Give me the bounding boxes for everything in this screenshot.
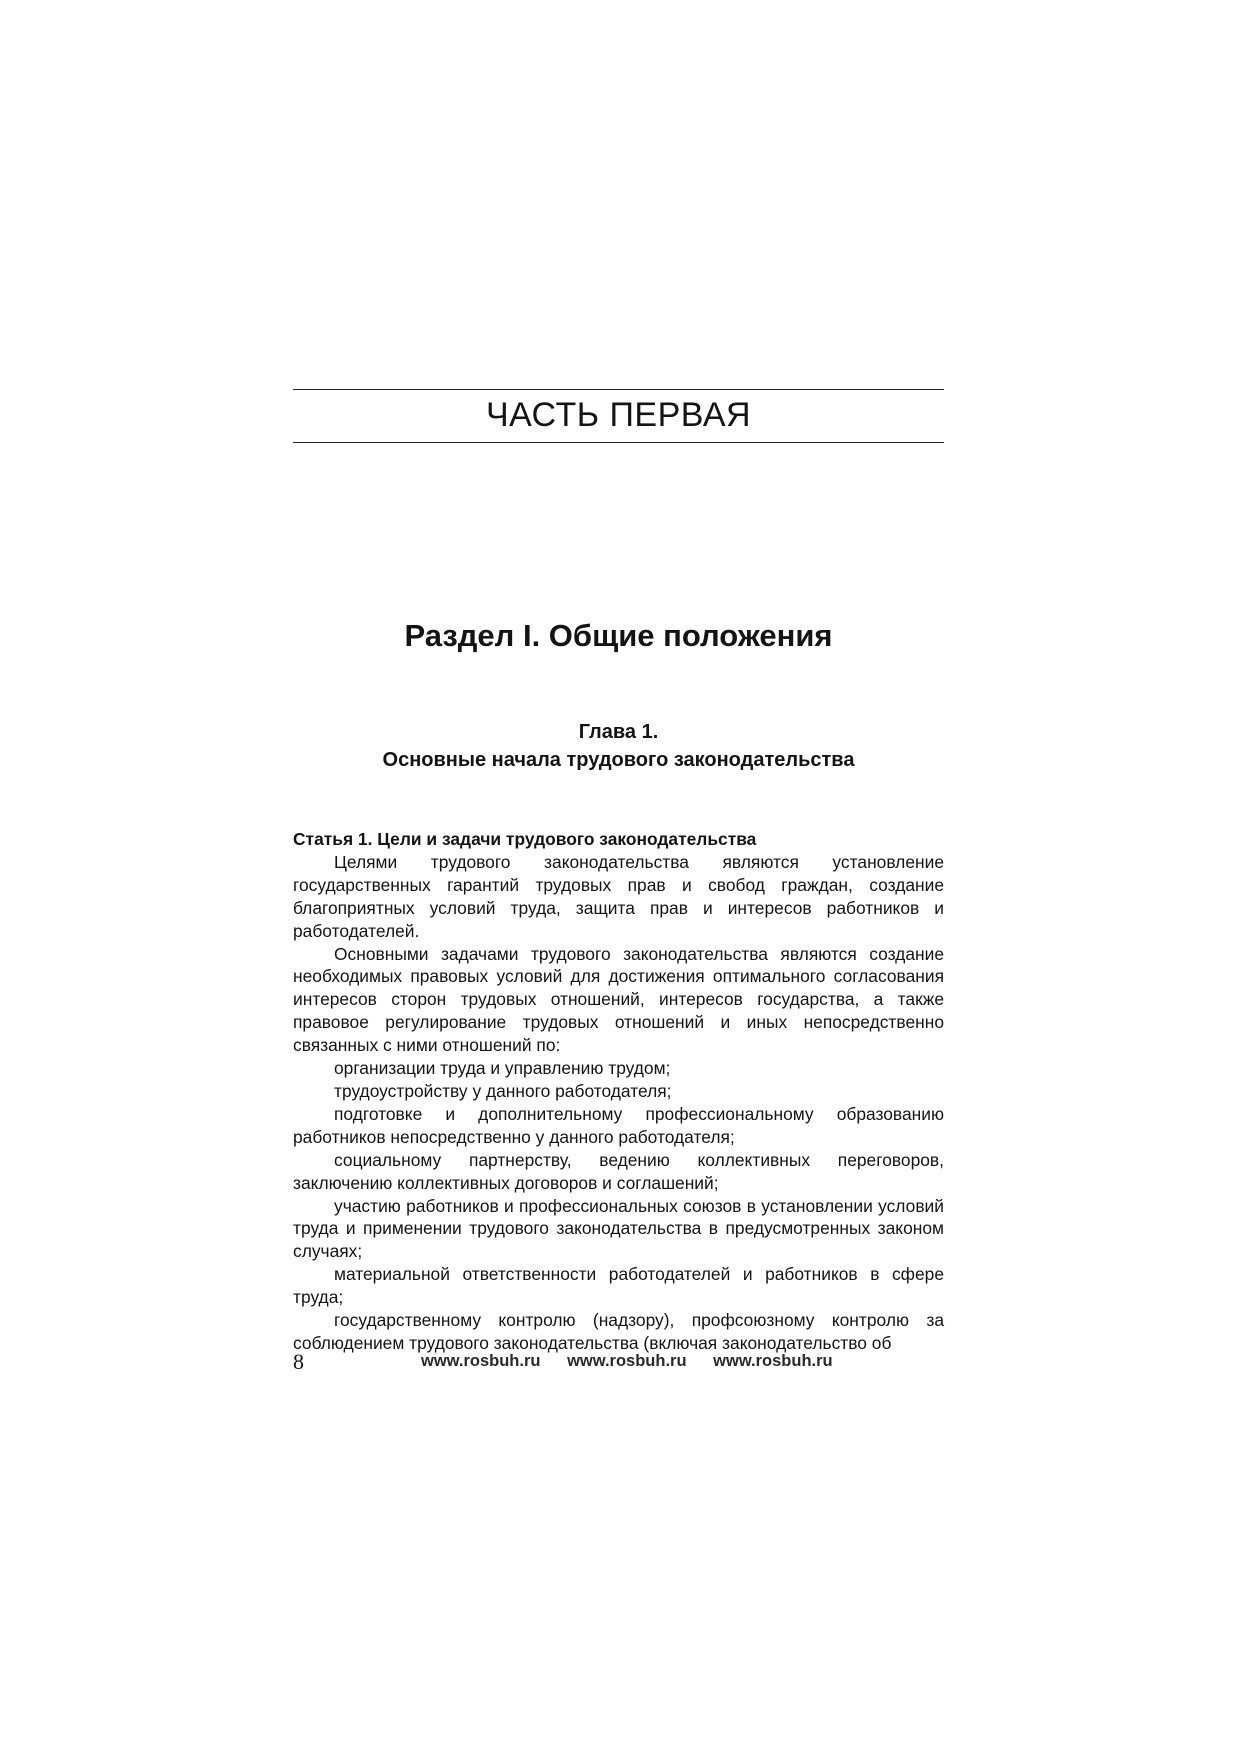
chapter-title: Основные начала трудового законодательства: [382, 749, 855, 771]
title-rule-top: [293, 389, 944, 390]
page-footer: [293, 1349, 944, 1379]
footer-link: www.rosbuh.ru: [567, 1352, 687, 1370]
page-number: 8: [293, 1349, 304, 1374]
article-paragraph: материальной ответственности работодателей и работников в сфере труда;: [293, 1264, 944, 1308]
article-paragraph: организации труда и управлению трудом;: [334, 1058, 671, 1079]
article-paragraph: трудоустройству у данного работодателя;: [334, 1080, 672, 1101]
part-title: ЧАСТЬ ПЕРВАЯ: [485, 396, 752, 434]
article-paragraph: социальному партнерству, ведению коллективных переговоров, заключению коллективных договоров и соглашений;: [293, 1149, 944, 1193]
article-paragraph: участию работников и профессиональных союзов в установлении условий труда и применении трудового законодательства в предусмотренных законом случаях;: [293, 1195, 944, 1262]
chapter-heading: [293, 718, 944, 774]
footer-links: [421, 1352, 855, 1371]
article-paragraph: подготовке и дополнительному профессиональному образованию работников непосредственно у данного работодателя;: [293, 1103, 944, 1147]
footer-link: www.rosbuh.ru: [713, 1352, 833, 1370]
article-paragraph: Целями трудового законодательства являются установление государственных гарантий трудовых прав и свобод граждан, создание благоприятных условий труда, защита прав и интересов работников и работодателей.: [293, 851, 944, 941]
footer-link: www.rosbuh.ru: [421, 1352, 541, 1370]
title-rule-bottom: [293, 442, 944, 443]
chapter-number: Глава 1.: [578, 721, 659, 743]
article-paragraph: государственному контролю (надзору), профсоюзному контролю за соблюдением трудового законодательства (включая законодательство об: [293, 1310, 944, 1353]
article-paragraph: Основными задачами трудового законодательства являются создание необходимых правовых условий для достижения оптимального согласования интересов сторон трудовых отношений, интересов государства, а также правовое регулирование трудовых отношений и иных непосредственно связанных с ними отношений по:: [293, 943, 944, 1056]
section-title: Раздел I. Общие положения: [404, 618, 833, 653]
article: [293, 828, 944, 1355]
article-title: Статья 1. Цели и задачи трудового законодательства: [293, 829, 757, 849]
